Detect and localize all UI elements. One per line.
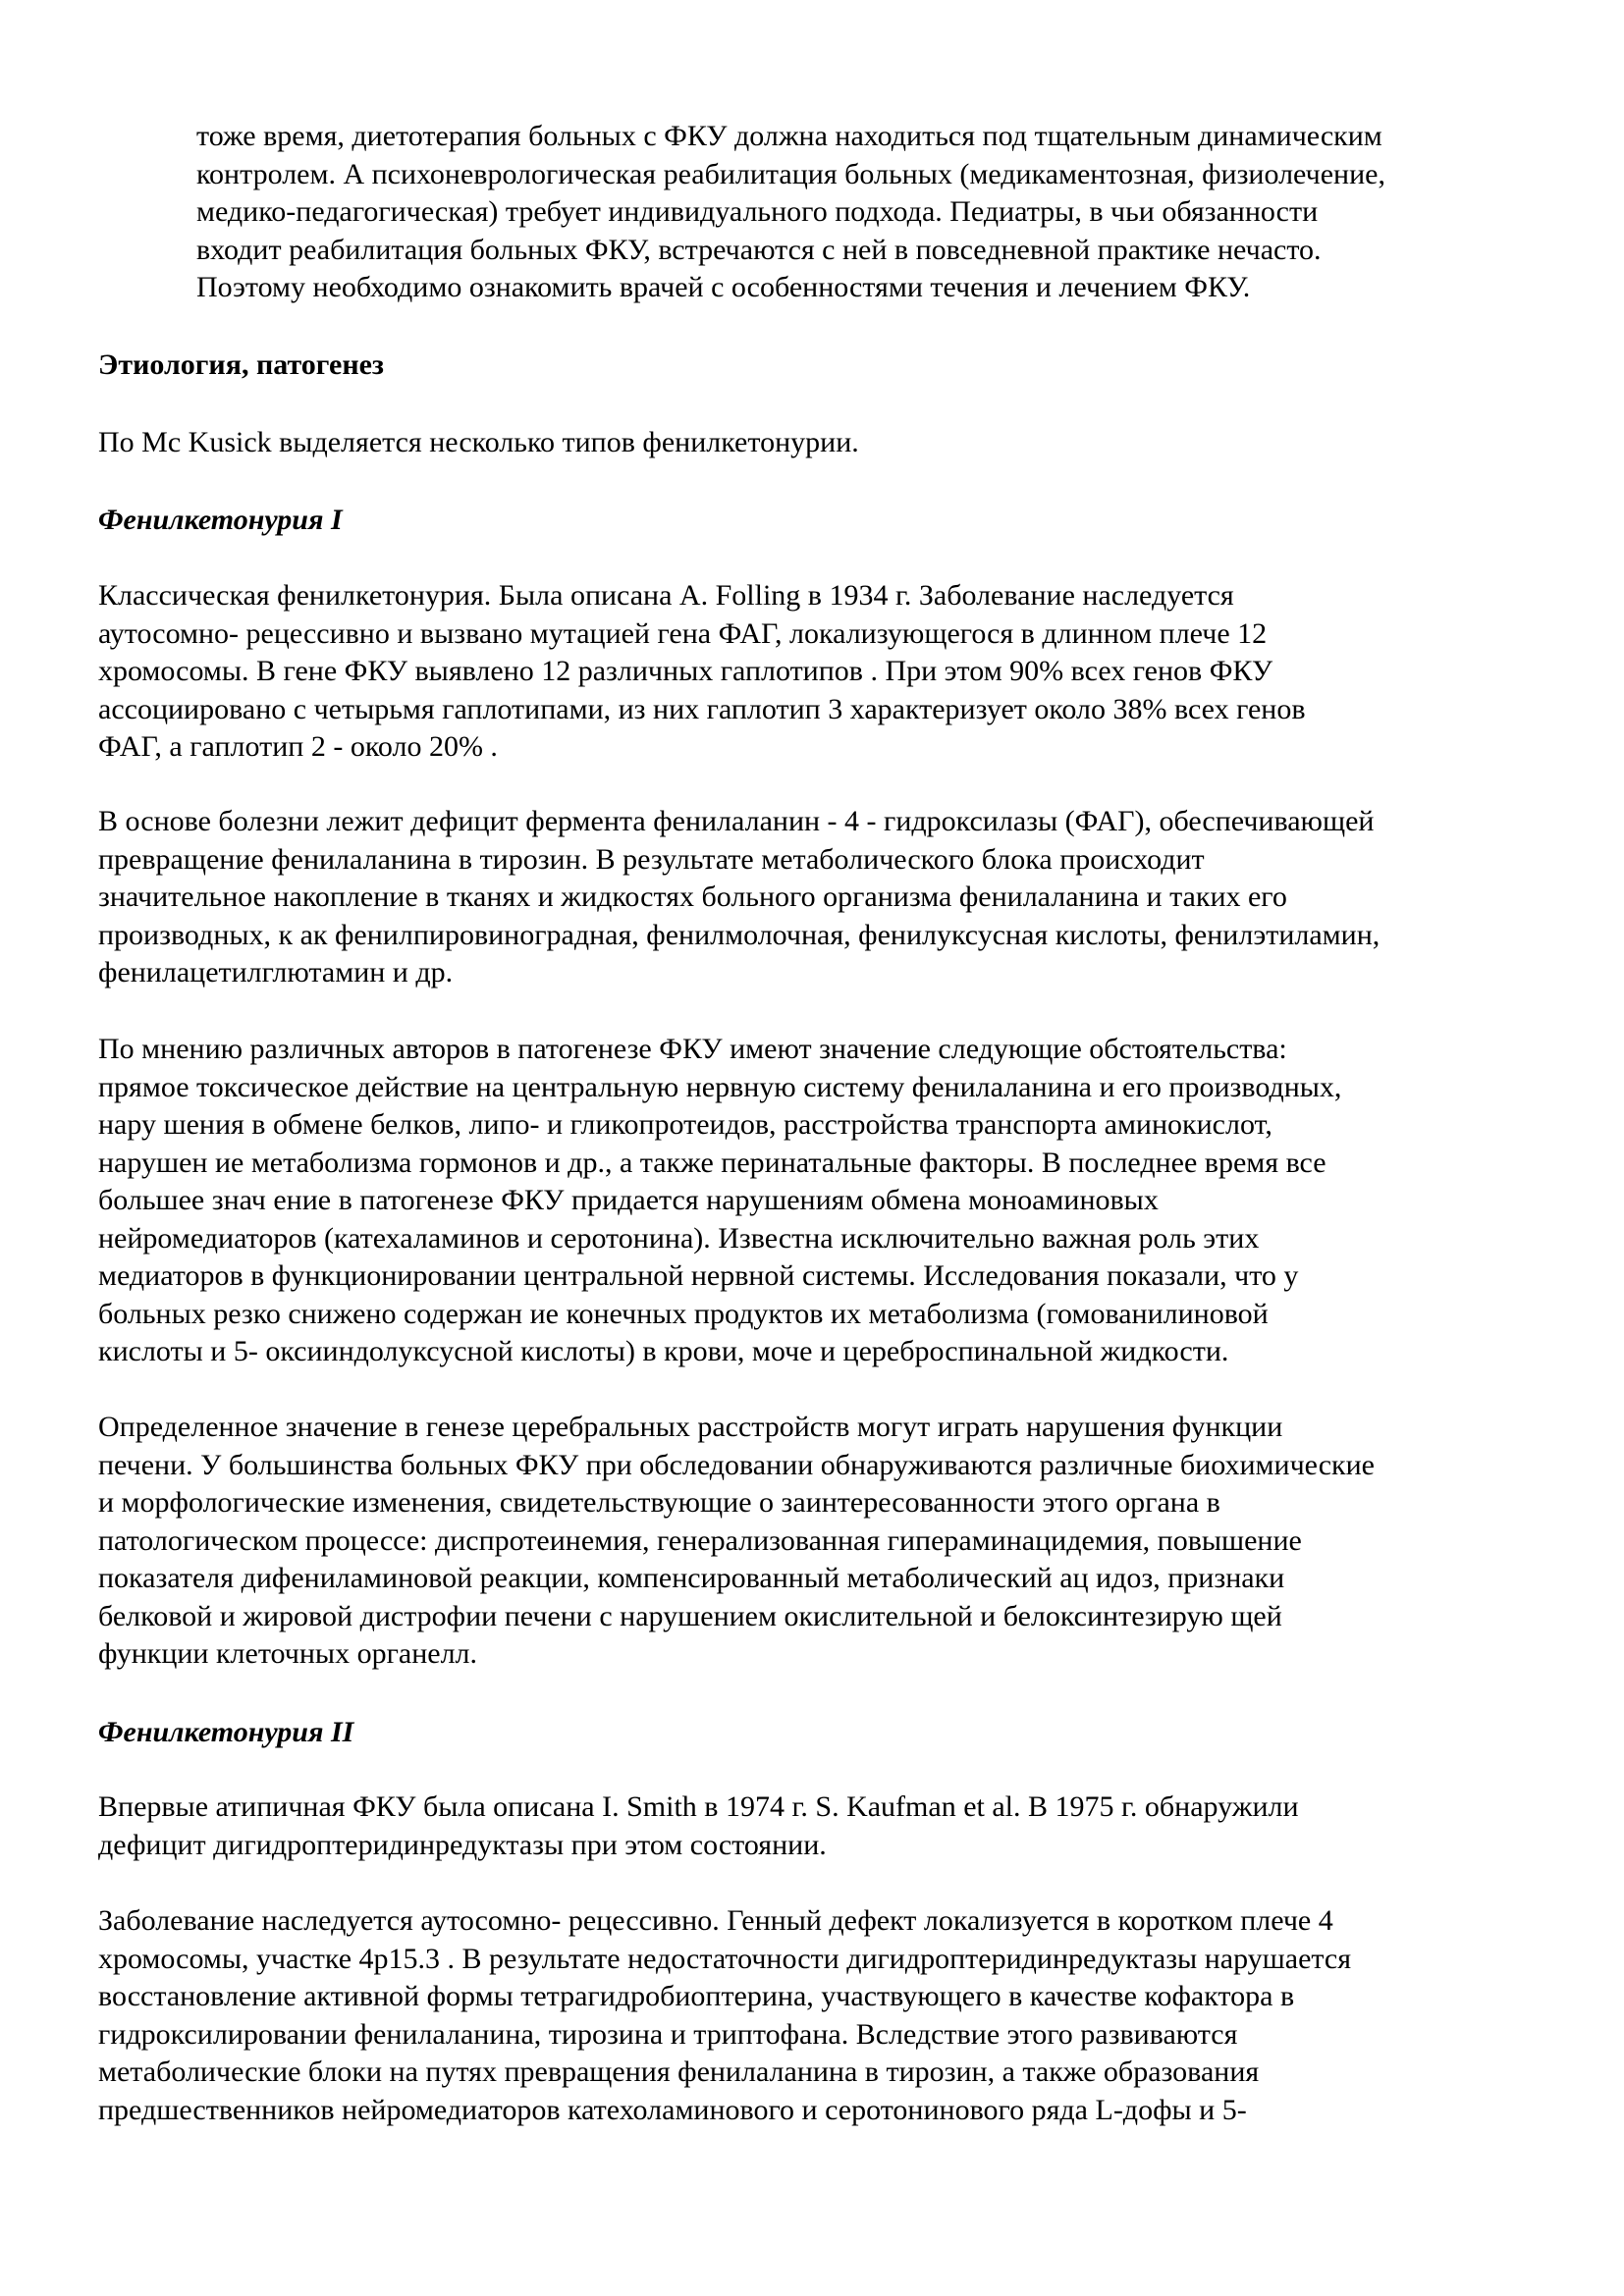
text-line: нару шения в обмене белков, липо- и гликопротеидов, расстройства транспорта аминокислот,	[98, 1108, 1272, 1141]
text-line: нарушен ие метаболизма гормонов и др., а также перинатальные факторы. В последнее время все	[98, 1146, 1326, 1179]
text-line: хромосомы. В гене ФКУ выявлено 12 различных гаплотипов . При этом 90% всех генов ФКУ	[98, 655, 1273, 687]
text-line: гидроксилировании фенилаланина, тирозина и триптофана. Вследствие этого развиваются	[98, 2017, 1238, 2051]
text-line: Определенное значение в генезе церебральных расстройств могут играть нарушения функции	[98, 1411, 1283, 1443]
text-line: ФАГ, а гаплотип 2 - около 20% .	[98, 730, 498, 763]
text-line: входит реабилитация больных ФКУ, встречаются с ней в повседневной практике нечасто.	[196, 233, 1322, 266]
text-line: тоже время, диетотерапия больных с ФКУ должна находиться под тщательным динамическим	[196, 120, 1382, 152]
text-line: Поэтому необходимо ознакомить врачей с особенностями течения и лечением ФКУ.	[196, 271, 1251, 303]
text-line: дефицит дигидроптеридинредуктазы при этом состоянии.	[98, 1828, 827, 1861]
subsection-heading-2: Фенилкетонурия II	[98, 1716, 354, 1748]
text-line: большее знач ение в патогенезе ФКУ придается нарушениям обмена моноаминовых	[98, 1184, 1159, 1216]
text-line: патологическом процессе: диспротеинемия, генерализованная гипераминацидемия, повышение	[98, 1523, 1302, 1557]
paragraph-6	[98, 1902, 1351, 2129]
text-line: медико-педагогическая) требует индивидуального подхода. Педиатры, в чьи обязанности	[196, 195, 1319, 228]
paragraph-5	[98, 1789, 1299, 1864]
text-line: контролем. А психоневрологическая реабилитация больных (медикаментозная, физиолечение,	[196, 157, 1385, 190]
text-line: В основе болезни лежит дефицит фермента фенилаланин - 4 - гидроксилазы (ФАГ), обеспечивающей	[98, 805, 1375, 837]
paragraph-3	[98, 1031, 1341, 1371]
types-intro	[98, 424, 859, 462]
text-line: и морфологические изменения, свидетельствующие о заинтересованности этого органа в	[98, 1486, 1220, 1519]
text-line: превращение фенилаланина в тирозин. В результате метаболического блока происходит	[98, 842, 1205, 876]
text-line: белковой и жировой дистрофии печени с нарушением окислительной и белоксинтезирую щей	[98, 1599, 1282, 1632]
text-line: Заболевание наследуется аутосомно- рецессивно. Генный дефект локализуется в коротком плече 4	[98, 1904, 1333, 1937]
paragraph-1	[98, 577, 1306, 767]
text-line: ассоциировано с четырьмя гаплотипами, из них гаплотип 3 характеризует около 38% всех генов	[98, 692, 1306, 725]
text-line: По Mc Kusick выделяется несколько типов фенилкетонурии.	[98, 426, 859, 458]
text-line: Классическая фенилкетонурия. Была описана А. Folling в 1934 г. Заболевание наследуется	[98, 579, 1234, 612]
text-line: Впервые атипичная ФКУ была описана I. Smith в 1974 г. S. Kaufman et al. В 1975 г. обнаружили	[98, 1790, 1299, 1823]
subsection-heading-1: Фенилкетонурия I	[98, 504, 343, 536]
text-line: По мнению различных авторов в патогенезе ФКУ имеют значение следующие обстоятельства:	[98, 1033, 1287, 1065]
text-line: хромосомы, участке 4р15.3 . В результате недостаточности дигидроптеридинредуктазы нарушается	[98, 1942, 1351, 1975]
text-line: медиаторов в функционировании центральной нервной системы. Исследования показали, что у	[98, 1259, 1299, 1292]
text-line: восстановление активной формы тетрагидробиоптерина, участвующего в качестве кофактора в	[98, 1980, 1295, 2012]
text-line: аутосомно- рецессивно и вызвано мутацией гена ФАГ, локализующегося в длинном плече 12	[98, 616, 1268, 650]
text-line: показателя дифениламиновой реакции, компенсированный метаболический ац идоз, признаки	[98, 1562, 1285, 1594]
text-line: метаболические блоки на путях превращения фенилаланина в тирозин, а также образования	[98, 2056, 1260, 2088]
text-line: функции клеточных органелл.	[98, 1637, 478, 1670]
text-line: прямое токсическое действие на центральную нервную систему фенилаланина и его производных,	[98, 1070, 1342, 1103]
text-line: предшественников нейромедиаторов катехоламинового и серотонинового ряда L-дофы и 5-	[98, 2093, 1247, 2126]
intro-paragraph	[196, 118, 1385, 307]
text-line: нейромедиаторов (катехаламинов и серотонина). Известна исключительно важная роль этих	[98, 1221, 1260, 1255]
text-line: значительное накопление в тканях и жидкостях больного организма фенилаланина и таких его	[98, 881, 1287, 913]
paragraph-2	[98, 803, 1380, 992]
text-line: печени. У большинства больных ФКУ при обследовании обнаруживаются различные биохимические	[98, 1448, 1375, 1481]
text-line: производных, к ак фенилпировиноградная, фенилмолочная, фенилуксусная кислоты, фенилэтиламин,	[98, 918, 1380, 951]
paragraph-4	[98, 1409, 1375, 1674]
text-line: больных резко снижено содержан ие конечных продуктов их метаболизма (гомованилиновой	[98, 1297, 1269, 1330]
section-heading: Этиология, патогенез	[98, 348, 384, 381]
text-line: кислоты и 5- оксииндолуксусной кислоты) в крови, моче и цереброспинальной жидкости.	[98, 1335, 1229, 1367]
text-line: фенилацетилглютамин и др.	[98, 956, 454, 988]
